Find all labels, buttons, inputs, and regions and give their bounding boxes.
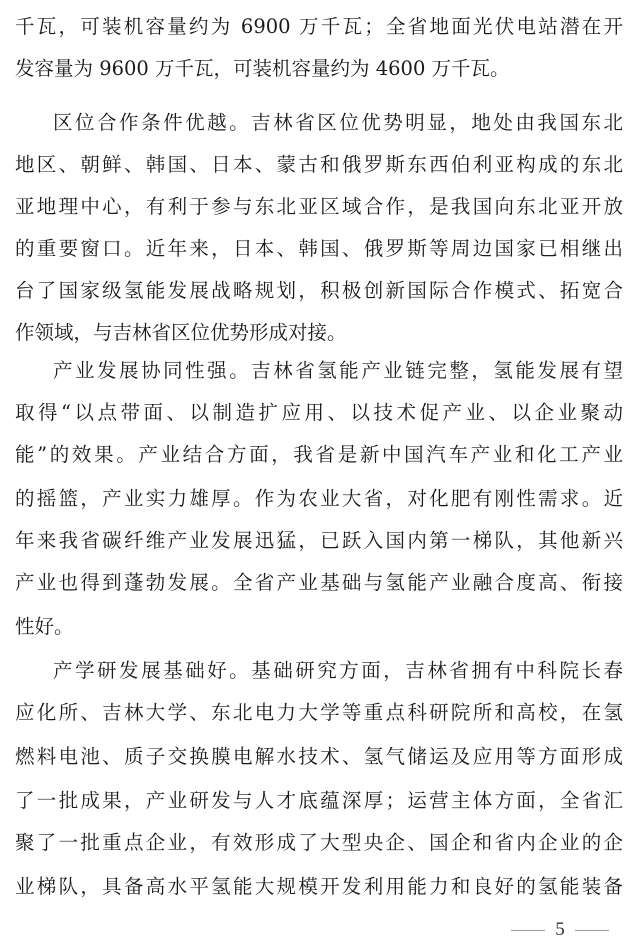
text-line: 的重要窗口。近年来，日本、韩国、俄罗斯等周边国家已相继出 [15,237,623,260]
text-line: 地区、朝鲜、韩国、日本、蒙古和俄罗斯东西伯利亚构成的东北 [15,153,623,176]
text-line: 燃料电池、质子交换膜电解水技术、氢气储运及应用等方面形成 [15,745,623,768]
text-line: 了一批成果，产业研发与人才底蕴深厚；运营主体方面，全省汇 [15,789,623,812]
text-line: 发容量为 9600 万千瓦，可装机容量约为 4600 万千瓦。 [15,57,510,80]
text-line: 业梯队，具备高水平氢能大规模开发利用能力和良好的氢能装备 [15,875,623,898]
footer-dash-right [575,930,609,931]
text-line: 的摇篮，产业实力雄厚。作为农业大省，对化肥有刚性需求。近 [15,487,623,510]
text-line: 年来我省碳纤维产业发展迅猛，已跃入国内第一梯队，其他新兴 [15,529,623,552]
text-line: 台了国家级氢能发展战略规划，积极创新国际合作模式、拓宽合 [15,279,623,302]
footer-dash-left [511,930,545,931]
text-line: 千瓦，可装机容量约为 6900 万千瓦；全省地面光伏电站潜在开 [15,15,623,38]
paragraph-start-line: 区位合作条件优越。吉林省区位优势明显，地处由我国东北 [53,111,623,134]
text-line: 亚地理中心，有利于参与东北亚区域合作，是我国向东北亚开放 [15,195,623,218]
text-line: 应化所、吉林大学、东北电力大学等重点科研院所和高校，在氢 [15,701,623,724]
page-footer [500,916,620,944]
paragraph-start-line: 产学研发展基础好。基础研究方面，吉林省拥有中科院长春 [53,659,623,682]
text-line: 性好。 [15,615,74,638]
text-line: 能”的效果。产业结合方面，我省是新中国汽车产业和化工产业 [15,443,623,466]
text-line: 产业也得到蓬勃发展。全省产业基础与氢能产业融合度高、衔接 [15,571,623,594]
text-line: 取得“以点带面、以制造扩应用、以技术促产业、以企业聚动 [15,401,623,424]
page-number: 5 [555,919,565,940]
text-line: 聚了一批重点企业，有效形成了大型央企、国企和省内企业的企 [15,831,623,854]
paragraph-start-line: 产业发展协同性强。吉林省氢能产业链完整，氢能发展有望 [53,359,623,382]
text-line: 作领域，与吉林省区位优势形成对接。 [15,321,347,344]
